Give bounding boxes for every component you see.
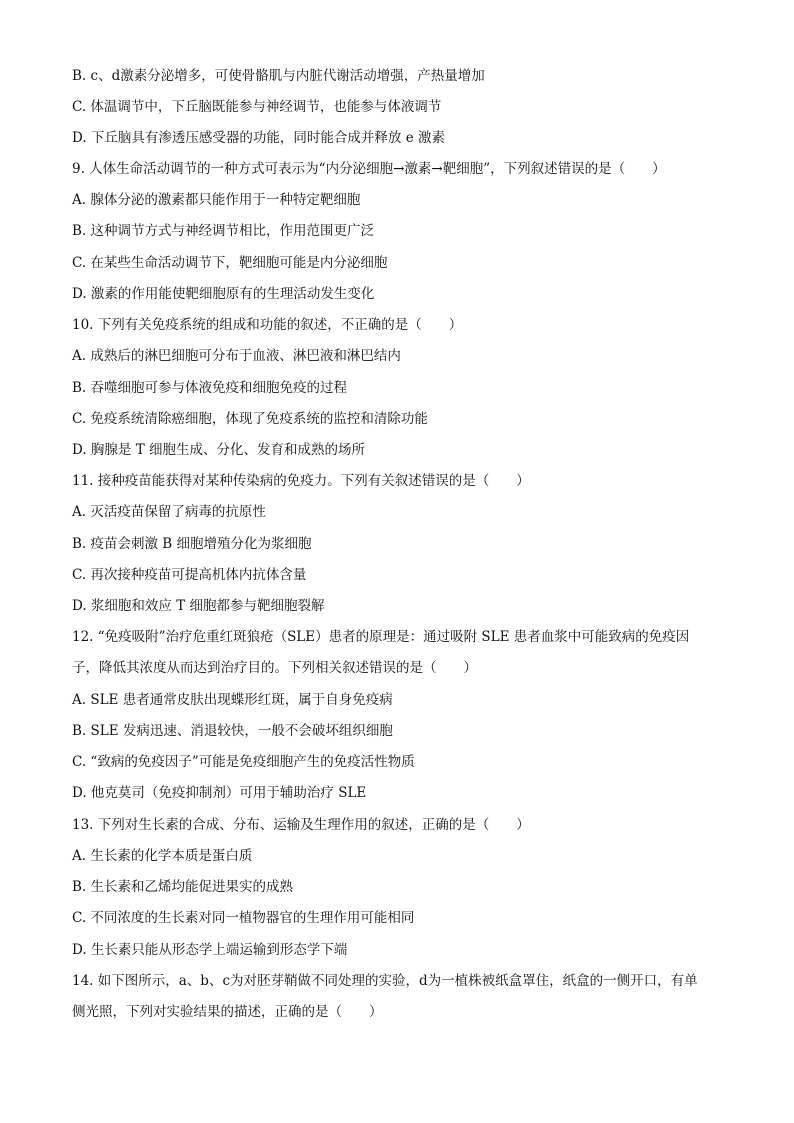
option-12c: C. “致病的免疫因子”可能是免疫细胞产生的免疫活性物质 (72, 754, 415, 770)
option-13b: B. 生长素和乙烯均能促进果实的成熟 (72, 879, 294, 895)
question-14-line-2: 侧光照，下列对实验结果的描述，正确的是（ ） (72, 1004, 383, 1020)
option-13c: C. 不同浓度的生长素对同一植物器官的生理作用可能相同 (72, 910, 415, 926)
option-12a: A. SLE 患者通常皮肤出现蝶形红斑，属于自身免疫病 (72, 692, 393, 708)
option-11c: C. 再次接种疫苗可提高机体内抗体含量 (72, 567, 307, 583)
option-13a: A. 生长素的化学本质是蛋白质 (72, 848, 253, 864)
question-13: 13. 下列对生长素的合成、分布、运输及生理作用的叙述，正确的是（ ） (72, 817, 530, 833)
question-9: 9. 人体生命活动调节的一种方式可表示为“内分泌细胞→激素→靶细胞”，下列叙述错误的是（ ） (72, 161, 666, 177)
option-8c: C. 体温调节中，下丘脑既能参与神经调节，也能参与体液调节 (72, 99, 442, 115)
option-11d: D. 浆细胞和效应 T 细胞都参与靶细胞裂解 (72, 598, 325, 614)
option-10c: C. 免疫系统清除癌细胞，体现了免疫系统的监控和清除功能 (72, 411, 428, 427)
option-13d: D. 生长素只能从形态学上端运输到形态学下端 (72, 942, 348, 958)
question-14-line-1: 14. 如下图所示，a、b、c为对胚芽鞘做不同处理的实验，d为一植株被纸盒罩住，纸盒的一侧开口，有单 (72, 973, 698, 989)
option-12d: D. 他克莫司（免疫抑制剂）可用于辅助治疗 SLE (72, 785, 367, 801)
question-10: 10. 下列有关免疫系统的组成和功能的叙述，不正确的是（ ） (72, 317, 463, 333)
option-11a: A. 灭活疫苗保留了病毒的抗原性 (72, 504, 266, 520)
option-8d: D. 下丘脑具有渗透压感受器的功能，同时能合成并释放 e 激素 (72, 130, 445, 146)
option-9a: A. 腺体分泌的激素都只能作用于一种特定靶细胞 (72, 192, 361, 208)
option-12b: B. SLE 发病迅速、消退较快，一般不会破坏组织细胞 (72, 723, 393, 739)
option-10b: B. 吞噬细胞可参与体液免疫和细胞免疫的过程 (72, 380, 348, 396)
option-9c: C. 在某些生命活动调节下，靶细胞可能是内分泌细胞 (72, 255, 388, 271)
option-9b: B. 这种调节方式与神经调节相比，作用范围更广泛 (72, 223, 375, 239)
option-8b: B. c、d激素分泌增多，可使骨骼肌与内脏代谢活动增强，产热量增加 (72, 68, 485, 84)
question-12-line-1: 12. “免疫吸附”治疗危重红斑狼疮（SLE）患者的原理是：通过吸附 SLE 患者血浆中可能致病的免疫因 (72, 629, 690, 645)
option-10d: D. 胸腺是 T 细胞生成、分化、发育和成熟的场所 (72, 442, 366, 458)
question-12-line-2: 子，降低其浓度从而达到治疗目的。下列相关叙述错误的是（ ） (72, 660, 477, 676)
option-11b: B. 疫苗会刺激 B 细胞增殖分化为浆细胞 (72, 536, 312, 552)
option-10a: A. 成熟后的淋巴细胞可分布于血液、淋巴液和淋巴结内 (72, 348, 401, 364)
option-9d: D. 激素的作用能使靶细胞原有的生理活动发生变化 (72, 286, 375, 302)
question-11: 11. 接种疫苗能获得对某种传染病的免疫力。下列有关叙述错误的是（ ） (72, 473, 530, 489)
